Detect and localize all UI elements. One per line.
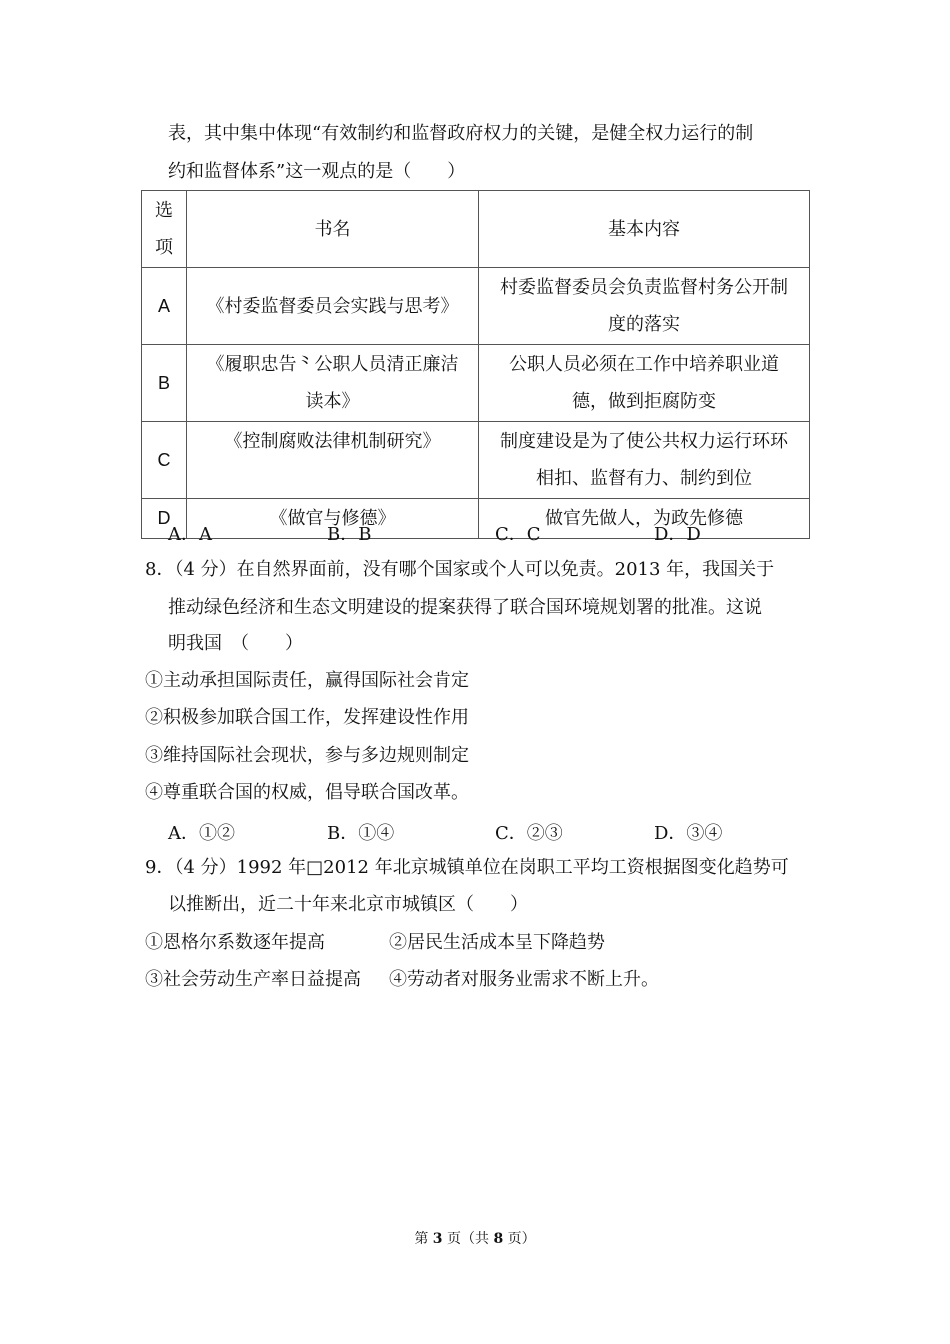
row-content-line: 相扣、监督有力、制约到位	[536, 468, 752, 489]
row-content	[479, 345, 810, 422]
q8-statement-3: ③维持国际社会现状，参与多边规则制定	[145, 745, 469, 766]
footer-total-pages: 8	[493, 1231, 504, 1247]
table-row	[142, 268, 810, 345]
header-option: 选项	[142, 191, 187, 268]
footer-middle: 页（共	[442, 1231, 494, 1247]
row-book-line: 读本》	[305, 391, 360, 412]
table-row	[142, 422, 810, 499]
row-content-line: 村委监督委员会负责监督村务公开制	[500, 277, 788, 298]
q7-choice-b[interactable]: B．B	[327, 524, 372, 545]
q7-stem-line-2: 约和监督体系”这一观点的是（ ）	[168, 161, 466, 182]
footer-suffix: 页）	[503, 1231, 536, 1247]
row-content-line: 德，做到拒腐防变	[572, 391, 716, 412]
table-header-row	[142, 191, 810, 268]
row-content-line: 制度建设是为了使公共权力运行环环	[500, 431, 788, 452]
row-content-line: 公职人员必须在工作中培养职业道	[509, 354, 779, 375]
q8-choice-b[interactable]: B．①④	[327, 823, 395, 844]
q7-choice-a[interactable]: A．A	[168, 524, 212, 545]
row-book-text: 《控制腐败法律机制研究》	[224, 431, 441, 452]
q8-choice-c[interactable]: C．②③	[495, 823, 563, 844]
row-book	[187, 422, 479, 499]
q8-statement-4: ④尊重联合国的权威，倡导联合国改革。	[145, 782, 469, 803]
q9-statement-1: ①恩格尔系数逐年提高	[145, 932, 325, 953]
q8-choice-a[interactable]: A．①②	[168, 823, 235, 844]
footer-prefix: 第	[414, 1231, 433, 1247]
row-option: A	[142, 268, 187, 345]
row-book	[187, 345, 479, 422]
q7-choice-c[interactable]: C．C	[495, 524, 541, 545]
q8-stem-line-1: 8．（4 分）在自然界面前，没有哪个国家或个人可以免责。2013 年，我国关于	[145, 559, 775, 580]
q8-statement-1: ①主动承担国际责任，赢得国际社会肯定	[145, 670, 469, 691]
q9-statement-2: ②居民生活成本呈下降趋势	[389, 932, 605, 953]
page-footer	[0, 1228, 950, 1248]
q7-options-table	[141, 190, 810, 539]
header-content: 基本内容	[479, 191, 810, 268]
footer-page-number: 3	[432, 1231, 443, 1247]
q8-statement-2: ②积极参加联合国工作，发挥建设性作用	[145, 707, 469, 728]
q9-stem-line-2: 以推断出，近二十年来北京市城镇区（ ）	[168, 894, 528, 915]
q7-stem-line-1: 表，其中集中体现“有效制约和监督政府权力的关键，是健全权力运行的制	[168, 123, 754, 144]
row-content-line: 度的落实	[608, 314, 680, 335]
row-book-text: 《做官与修德》	[269, 508, 396, 529]
row-book-text: 《村委监督委员会实践与思考》	[206, 295, 459, 317]
row-option: B	[142, 345, 187, 422]
row-content-text: 做官先做人，为政先修德	[545, 508, 743, 529]
table-row	[142, 345, 810, 422]
q9-stem-line-1: 9．（4 分）1992 年□2012 年北京城镇单位在岗职工平均工资根据图变化趋势可	[145, 857, 789, 878]
row-content	[479, 268, 810, 345]
row-book	[187, 268, 479, 345]
row-content	[479, 422, 810, 499]
row-option: C	[142, 422, 187, 499]
header-book: 书名	[187, 191, 479, 268]
q7-choice-d[interactable]: D．D	[654, 524, 701, 545]
q9-statement-4: ④劳动者对服务业需求不断上升。	[389, 969, 659, 990]
q9-statement-3: ③社会劳动生产率日益提高	[145, 969, 361, 990]
q8-stem-line-2: 推动绿色经济和生态文明建设的提案获得了联合国环境规划署的批准。这说	[168, 597, 762, 618]
row-book-line: 《履职忠告⺀公职人员清正廉洁	[206, 354, 459, 375]
q8-choice-d[interactable]: D．③④	[654, 823, 723, 844]
q8-stem-line-3: 明我国 （ ）	[168, 633, 303, 654]
table-row	[142, 499, 810, 539]
row-option: D	[142, 499, 187, 539]
